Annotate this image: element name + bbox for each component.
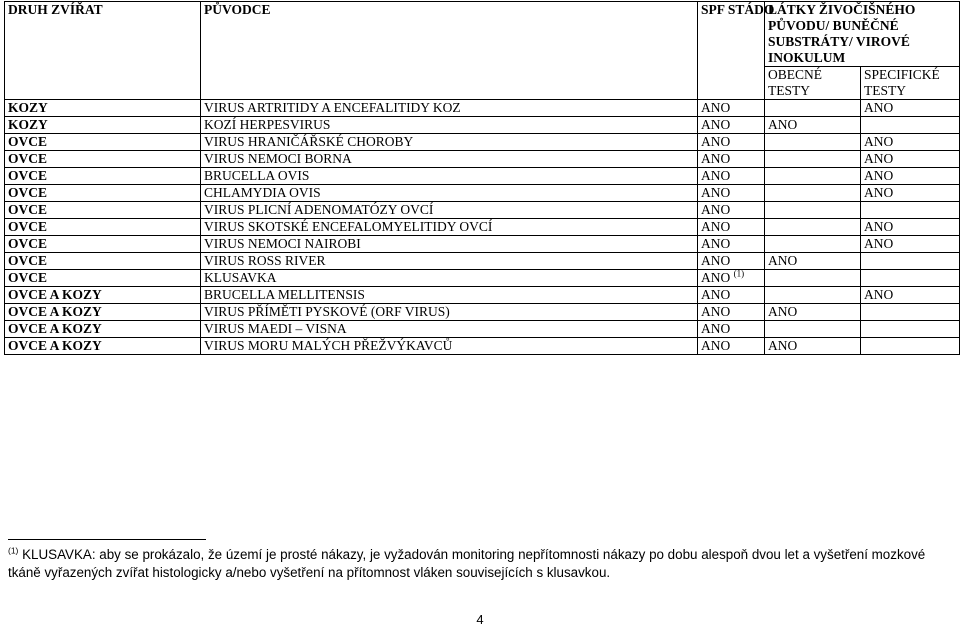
cell-spf-text: ANO bbox=[701, 117, 731, 132]
cell-animal bbox=[5, 151, 201, 168]
cell-origin-text: VIRUS NEMOCI NAIROBI bbox=[204, 236, 361, 251]
cell-origin-text: VIRUS PŘÍMĚTI PYSKOVÉ (ORF VIRUS) bbox=[204, 304, 450, 319]
cell-origin bbox=[201, 100, 698, 117]
cell-origin-text: VIRUS ARTRITIDY A ENCEFALITIDY KOZ bbox=[204, 100, 461, 115]
cell-origin-text: BRUCELLA OVIS bbox=[204, 168, 310, 183]
page-number: 4 bbox=[476, 612, 484, 627]
cell-specific-tests-text: ANO bbox=[864, 134, 894, 149]
cell-general-tests bbox=[765, 270, 861, 287]
cell-spf bbox=[698, 100, 765, 117]
cell-spf-text: ANO bbox=[701, 185, 731, 200]
cell-general-tests bbox=[765, 287, 861, 304]
cell-general-tests bbox=[765, 202, 861, 219]
cell-origin bbox=[201, 117, 698, 134]
cell-animal bbox=[5, 304, 201, 321]
cell-animal bbox=[5, 202, 201, 219]
cell-animal-text: OVCE bbox=[8, 134, 48, 149]
table-row bbox=[5, 117, 960, 134]
cell-origin-text: VIRUS MORU MALÝCH PŘEŽVÝKAVCŮ bbox=[204, 338, 453, 353]
cell-general-tests bbox=[765, 151, 861, 168]
cell-spf-text: ANO bbox=[701, 321, 731, 336]
cell-animal bbox=[5, 100, 201, 117]
cell-spf bbox=[698, 338, 765, 355]
cell-specific-tests bbox=[861, 253, 960, 270]
cell-animal-text: OVCE bbox=[8, 253, 48, 268]
cell-general-tests bbox=[765, 185, 861, 202]
cell-origin-text: VIRUS PLICNÍ ADENOMATÓZY OVCÍ bbox=[204, 202, 434, 217]
cell-origin-text: CHLAMYDIA OVIS bbox=[204, 185, 321, 200]
cell-spf bbox=[698, 219, 765, 236]
footnote-text: KLUSAVKA: aby se prokázalo, že území je prosté nákazy, je vyžadován monitoring nepřítomnosti nákazy po dobu alespoň dvou let a vyšetření mozkové tkáně vyřazených zvířat histologicky a/nebo vyšetření na přítomnost vláken souvisejících s klusavkou. bbox=[8, 547, 926, 580]
cell-spf bbox=[698, 321, 765, 338]
cell-specific-tests-text: ANO bbox=[864, 168, 894, 183]
cell-spf bbox=[698, 151, 765, 168]
table-row bbox=[5, 185, 960, 202]
cell-origin bbox=[201, 253, 698, 270]
header-specific-tests: SPECIFICKÉ TESTY bbox=[861, 67, 960, 100]
cell-animal bbox=[5, 236, 201, 253]
table-row bbox=[5, 168, 960, 185]
cell-animal-text: OVCE A KOZY bbox=[8, 321, 102, 336]
cell-general-tests bbox=[765, 134, 861, 151]
cell-specific-tests-text: ANO bbox=[864, 219, 894, 234]
cell-general-tests-text: ANO bbox=[768, 338, 798, 353]
table-row bbox=[5, 100, 960, 117]
cell-specific-tests-text: ANO bbox=[864, 151, 894, 166]
header-origin: PŮVODCE bbox=[201, 2, 698, 100]
cell-specific-tests bbox=[861, 321, 960, 338]
cell-spf bbox=[698, 202, 765, 219]
table-row bbox=[5, 236, 960, 253]
cell-specific-tests-text: ANO bbox=[864, 100, 894, 115]
cell-specific-tests bbox=[861, 100, 960, 117]
cell-spf-text: ANO bbox=[701, 270, 731, 285]
cell-origin-text: BRUCELLA MELLITENSIS bbox=[204, 287, 365, 302]
cell-specific-tests-text: ANO bbox=[864, 236, 894, 251]
cell-origin bbox=[201, 168, 698, 185]
table-row bbox=[5, 134, 960, 151]
table-row bbox=[5, 338, 960, 355]
cell-animal-text: OVCE bbox=[8, 202, 48, 217]
cell-spf bbox=[698, 304, 765, 321]
cell-origin-text: VIRUS SKOTSKÉ ENCEFALOMYELITIDY OVCÍ bbox=[204, 219, 493, 234]
cell-general-tests bbox=[765, 236, 861, 253]
cell-specific-tests bbox=[861, 304, 960, 321]
table-row bbox=[5, 321, 960, 338]
cell-spf-text: ANO bbox=[701, 287, 731, 302]
table-body bbox=[5, 100, 960, 355]
cell-animal-text: OVCE bbox=[8, 219, 48, 234]
cell-specific-tests bbox=[861, 219, 960, 236]
header-spf: SPF STÁDO bbox=[698, 2, 765, 100]
cell-origin bbox=[201, 321, 698, 338]
cell-spf-text: ANO bbox=[701, 202, 731, 217]
table-row bbox=[5, 270, 960, 287]
cell-spf-text: ANO bbox=[701, 134, 731, 149]
cell-general-tests-text: ANO bbox=[768, 117, 798, 132]
cell-origin bbox=[201, 287, 698, 304]
cell-spf-text: ANO bbox=[701, 236, 731, 251]
cell-animal-text: OVCE A KOZY bbox=[8, 287, 102, 302]
cell-origin bbox=[201, 185, 698, 202]
cell-spf bbox=[698, 287, 765, 304]
cell-origin bbox=[201, 219, 698, 236]
cell-animal bbox=[5, 270, 201, 287]
cell-animal bbox=[5, 321, 201, 338]
cell-animal-text: KOZY bbox=[8, 117, 48, 132]
header-general-tests: OBECNÉ TESTY bbox=[765, 67, 861, 100]
footnote bbox=[8, 546, 953, 582]
cell-origin bbox=[201, 151, 698, 168]
cell-origin-text: KLUSAVKA bbox=[204, 270, 277, 285]
cell-animal-text: OVCE A KOZY bbox=[8, 304, 102, 319]
cell-general-tests-text: ANO bbox=[768, 304, 798, 319]
cell-origin-text: VIRUS HRANIČÁŘSKÉ CHOROBY bbox=[204, 134, 414, 149]
table-row bbox=[5, 219, 960, 236]
cell-specific-tests bbox=[861, 134, 960, 151]
table-row bbox=[5, 253, 960, 270]
cell-spf bbox=[698, 270, 765, 287]
cell-origin-text: VIRUS NEMOCI BORNA bbox=[204, 151, 352, 166]
cell-spf bbox=[698, 236, 765, 253]
cell-animal bbox=[5, 134, 201, 151]
cell-animal bbox=[5, 287, 201, 304]
cell-animal bbox=[5, 117, 201, 134]
cell-spf-text: ANO bbox=[701, 338, 731, 353]
cell-specific-tests bbox=[861, 236, 960, 253]
cell-origin-text: KOZÍ HERPESVIRUS bbox=[204, 117, 331, 132]
cell-specific-tests bbox=[861, 185, 960, 202]
cell-specific-tests bbox=[861, 202, 960, 219]
cell-spf-text: ANO bbox=[701, 219, 731, 234]
cell-origin bbox=[201, 270, 698, 287]
cell-animal bbox=[5, 338, 201, 355]
cell-animal-text: KOZY bbox=[8, 100, 48, 115]
cell-origin bbox=[201, 236, 698, 253]
cell-specific-tests bbox=[861, 168, 960, 185]
cell-spf-text: ANO bbox=[701, 151, 731, 166]
cell-general-tests bbox=[765, 338, 861, 355]
cell-general-tests bbox=[765, 100, 861, 117]
table-row bbox=[5, 202, 960, 219]
cell-animal-text: OVCE bbox=[8, 151, 48, 166]
table-row bbox=[5, 151, 960, 168]
cell-spf-text: ANO bbox=[701, 304, 731, 319]
cell-origin bbox=[201, 134, 698, 151]
cell-general-tests-text: ANO bbox=[768, 253, 798, 268]
cell-general-tests bbox=[765, 321, 861, 338]
cell-specific-tests bbox=[861, 338, 960, 355]
cell-general-tests bbox=[765, 253, 861, 270]
cell-animal-text: OVCE A KOZY bbox=[8, 338, 102, 353]
cell-animal-text: OVCE bbox=[8, 270, 48, 285]
cell-animal-text: OVCE bbox=[8, 236, 48, 251]
cell-spf bbox=[698, 168, 765, 185]
cell-spf bbox=[698, 117, 765, 134]
cell-specific-tests bbox=[861, 270, 960, 287]
cell-specific-tests bbox=[861, 151, 960, 168]
cell-animal bbox=[5, 168, 201, 185]
header-substances: LÁTKY ŽIVOČIŠNÉHO PŮVODU/ BUNĚČNÉ SUBSTRÁTY/ VIROVÉ INOKULUM bbox=[765, 2, 960, 67]
cell-specific-tests-text: ANO bbox=[864, 185, 894, 200]
cell-origin-text: VIRUS MAEDI – VISNA bbox=[204, 321, 347, 336]
cell-origin bbox=[201, 304, 698, 321]
cell-specific-tests-text: ANO bbox=[864, 287, 894, 302]
cell-specific-tests bbox=[861, 117, 960, 134]
table-row bbox=[5, 287, 960, 304]
table-row bbox=[5, 304, 960, 321]
cell-general-tests bbox=[765, 168, 861, 185]
cell-spf bbox=[698, 134, 765, 151]
cell-spf-text: ANO bbox=[701, 168, 731, 183]
footnote-marker: (1) bbox=[8, 545, 19, 556]
header-animal: DRUH ZVÍŘAT bbox=[5, 2, 201, 100]
cell-origin bbox=[201, 338, 698, 355]
cell-spf bbox=[698, 253, 765, 270]
cell-spf-text: ANO bbox=[701, 100, 731, 115]
cell-animal-text: OVCE bbox=[8, 185, 48, 200]
footnote-reference: (1) bbox=[733, 268, 745, 279]
cell-spf bbox=[698, 185, 765, 202]
cell-general-tests bbox=[765, 117, 861, 134]
cell-animal-text: OVCE bbox=[8, 168, 48, 183]
cell-origin-text: VIRUS ROSS RIVER bbox=[204, 253, 326, 268]
cell-general-tests bbox=[765, 304, 861, 321]
cell-animal bbox=[5, 253, 201, 270]
cell-origin bbox=[201, 202, 698, 219]
cell-specific-tests bbox=[861, 287, 960, 304]
cell-animal bbox=[5, 219, 201, 236]
cell-animal bbox=[5, 185, 201, 202]
animal-pathogen-table bbox=[4, 1, 960, 355]
cell-general-tests bbox=[765, 219, 861, 236]
cell-spf-text: ANO bbox=[701, 253, 731, 268]
footnote-divider bbox=[8, 539, 206, 540]
